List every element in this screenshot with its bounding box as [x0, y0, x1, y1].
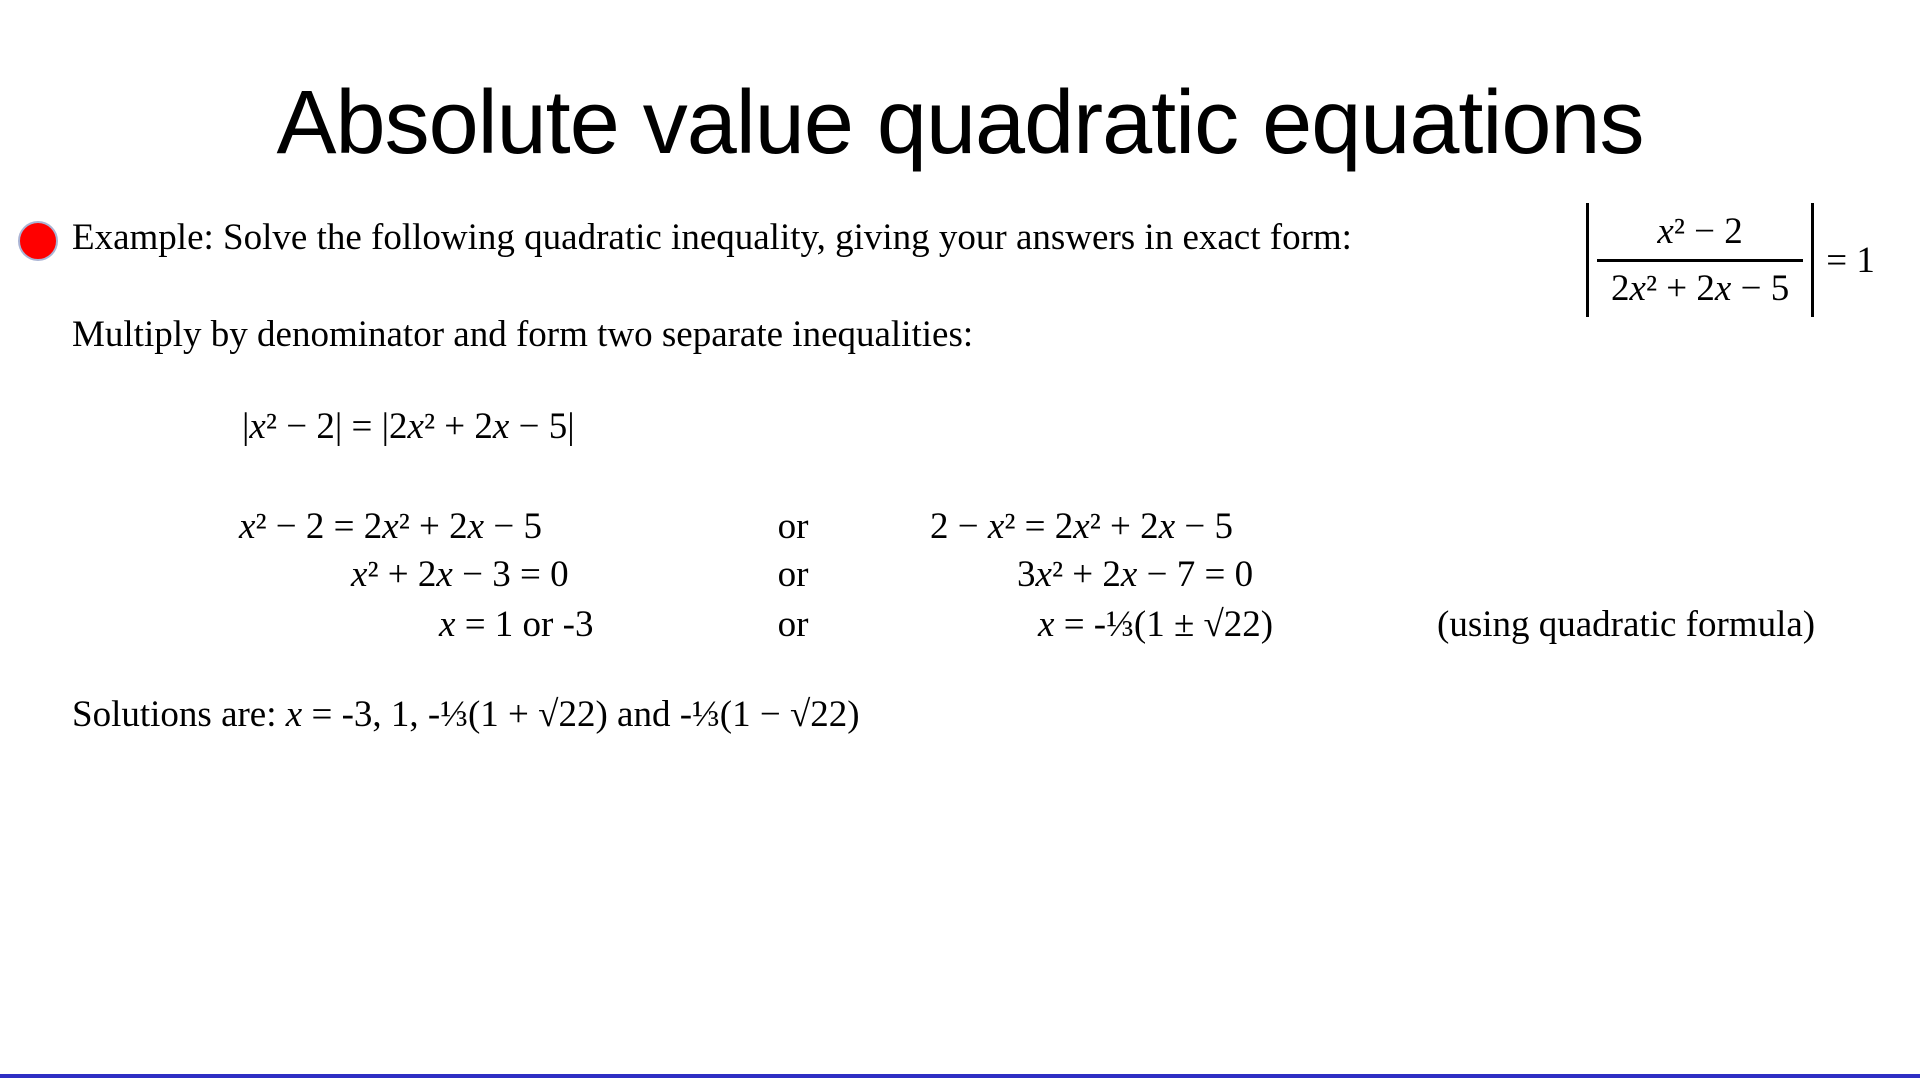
working-row2-or: or — [777, 554, 809, 595]
working-row1-left: x² − 2 = 2x² + 2x − 5 — [239, 506, 542, 547]
working-row3-left: x = 1 or -3 — [439, 604, 594, 645]
quadratic-formula-note: (using quadratic formula) — [1437, 604, 1816, 645]
abs-equation: |x² − 2| = |2x² + 2x − 5| — [242, 406, 575, 447]
fraction-equals-one: = 1 — [1826, 239, 1875, 281]
fraction-denominator: 2x² + 2x − 5 — [1597, 259, 1803, 314]
abs-bar-left — [1586, 203, 1589, 317]
absolute-value-fraction — [1586, 203, 1875, 317]
working-row1-right: 2 − x² = 2x² + 2x − 5 — [930, 506, 1233, 547]
fraction — [1597, 207, 1803, 314]
working-row2-left: x² + 2x − 3 = 0 — [351, 554, 569, 595]
working-row2-right: 3x² + 2x − 7 = 0 — [1017, 554, 1254, 595]
bottom-accent-bar — [0, 1074, 1920, 1078]
working-row3-right: x = -⅓(1 ± √22) — [1038, 604, 1274, 645]
working-row1-or: or — [777, 506, 809, 547]
fraction-numerator: x² − 2 — [1657, 210, 1743, 252]
step-intro: Multiply by denominator and form two separate inequalities: — [72, 314, 974, 355]
abs-bar-right — [1811, 203, 1814, 317]
slide-title: Absolute value quadratic equations — [276, 73, 1644, 173]
solutions-line: Solutions are: x = -3, 1, -⅓(1 + √22) and -⅓(1 − √22) — [72, 694, 860, 735]
red-bullet-icon — [18, 221, 58, 261]
example-prompt: Example: Solve the following quadratic inequality, giving your answers in exact form: — [72, 217, 1352, 258]
working-row3-or: or — [777, 604, 809, 645]
